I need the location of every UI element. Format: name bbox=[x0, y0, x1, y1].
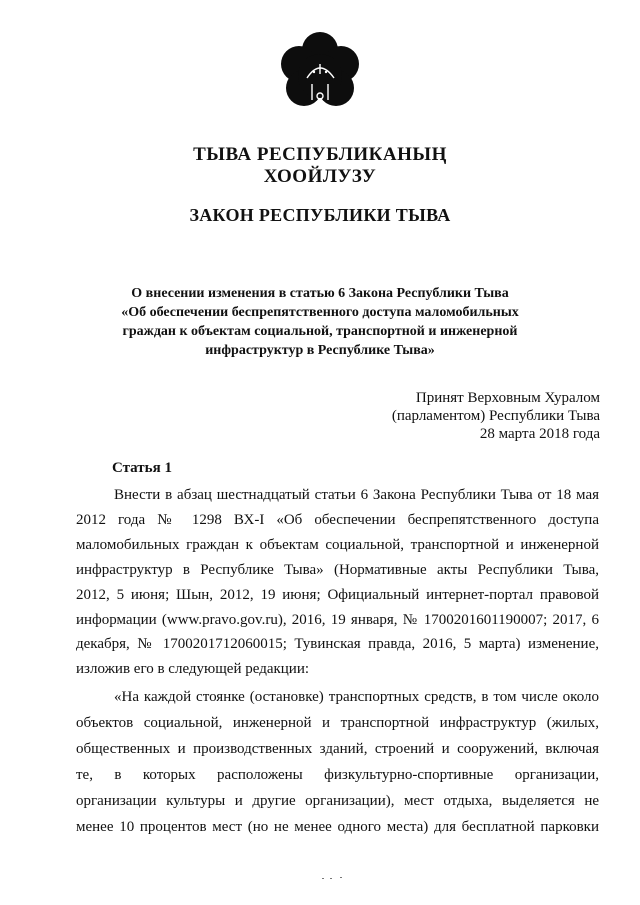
paragraph2-line: менее 10 процентов мест (но не менее одного места) для бесплатной парковки bbox=[76, 819, 599, 835]
subject-line-4: инфраструктур в Республике Тыва» bbox=[205, 343, 435, 358]
header-line-2: ХООЙЛУЗУ bbox=[263, 166, 377, 187]
subject-line-3: граждан к объектам социальной, транспортной и инженерной bbox=[122, 324, 518, 339]
subject-line-2: «Об обеспечении беспрепятственного доступа маломобильных bbox=[121, 305, 519, 320]
header-line-1: ТЫВА РЕСПУБЛИКАНЫҢ bbox=[193, 144, 447, 165]
paragraph2-line: общественных и производственных зданий, строений и сооружений, включая bbox=[76, 741, 599, 757]
paragraph1-line: Внести в абзац шестнадцатый статьи 6 Закона Республики Тыва от 18 мая bbox=[114, 487, 599, 503]
scan-artifact bbox=[340, 877, 342, 878]
paragraph1-line-last: изложив его в следующей редакции: bbox=[76, 661, 310, 677]
republic-tyva-emblem-icon bbox=[272, 28, 368, 120]
adopted-date: 28 марта 2018 года bbox=[479, 426, 600, 442]
paragraph2-line: организации культуры и другие организации), мест отдыха, выделяется не bbox=[76, 793, 599, 809]
paragraph1-line: 2012, 5 июня; Шын, 2012, 19 июня; Официальный интернет-портал правовой bbox=[76, 587, 599, 603]
adopted-line-1: Принят Верховным Хуралом bbox=[415, 390, 600, 406]
law-title: ЗАКОН РЕСПУБЛИКИ ТЫВА bbox=[189, 205, 451, 225]
article-heading: Статья 1 bbox=[112, 460, 172, 476]
paragraph1-line: информации (www.pravo.gov.ru), 2016, 19 января, № 1700201601190007; 2017, 6 bbox=[76, 612, 599, 628]
paragraph1-line: 2012 года № 1298 ВХ-I «Об обеспечении беспрепятственного доступа bbox=[76, 512, 599, 528]
paragraph1-line: декабря, № 1700201712060015; Тувинская правда, 2016, 5 марта) изменение, bbox=[76, 636, 599, 652]
scan-artifact bbox=[330, 878, 332, 879]
subject-line-1: О внесении изменения в статью 6 Закона Республики Тыва bbox=[131, 286, 509, 301]
paragraph1-line: маломобильных граждан к объектам социальной, транспортной и инженерной bbox=[76, 537, 599, 553]
paragraph1-line: инфраструктур в Республике Тыва» (Нормативные акты Республики Тыва, bbox=[76, 562, 599, 578]
paragraph2-line: те, в которых расположены физкультурно-спортивные организации, bbox=[76, 767, 599, 783]
scan-artifact bbox=[322, 878, 324, 879]
adopted-line-2: (парламентом) Республики Тыва bbox=[391, 408, 600, 424]
paragraph2-line: объектов социальной, инженерной и транспортной инфраструктур (жилых, bbox=[76, 715, 599, 731]
paragraph2-line: «На каждой стоянке (остановке) транспортных средств, в том числе около bbox=[114, 689, 599, 705]
